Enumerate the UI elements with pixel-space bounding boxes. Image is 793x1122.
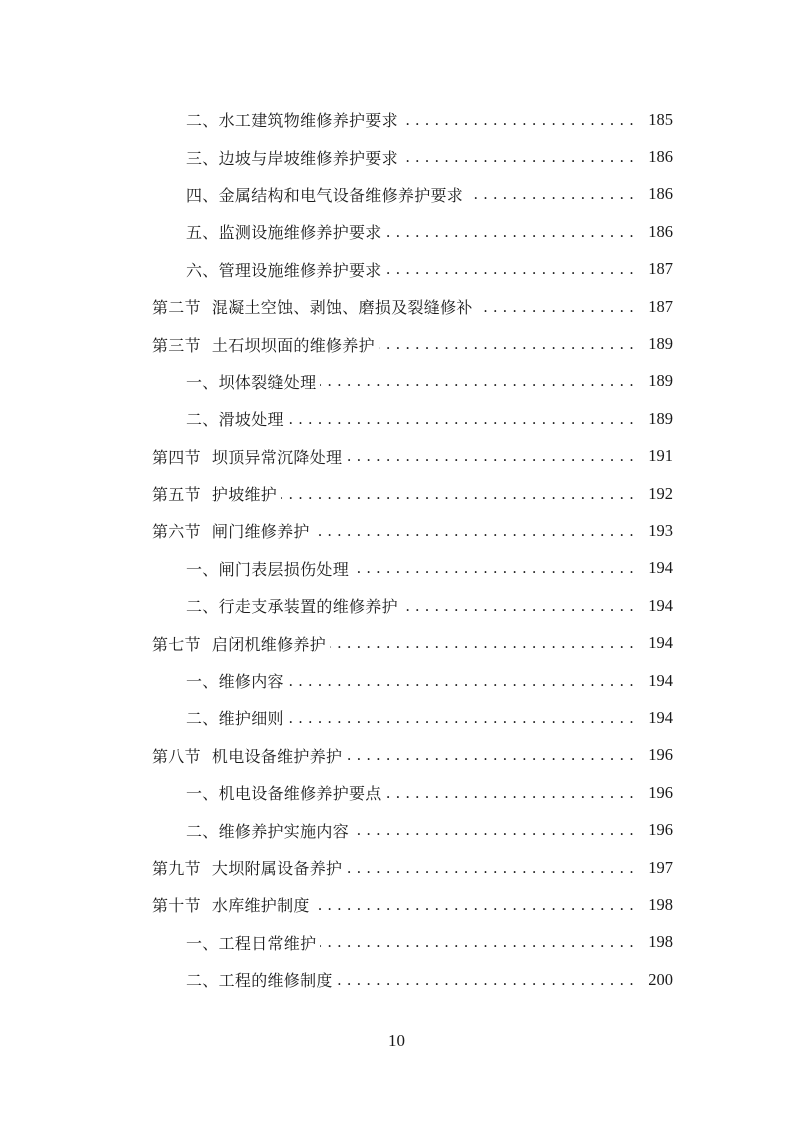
toc-subsection-entry[interactable] — [0, 811, 793, 848]
toc-dot-leader — [386, 259, 634, 279]
toc-entry-title — [152, 744, 346, 767]
toc-entry-text: 混凝土空蚀、剥蚀、磨损及裂缝修补 — [211, 298, 473, 318]
toc-entry-title — [152, 295, 477, 318]
toc-page-number: 191 — [648, 446, 673, 466]
toc-entry-text: 大坝附属设备养护 — [211, 859, 343, 878]
toc-entry-text: 二、行走支承装置的维修养护 — [186, 597, 398, 617]
toc-entry-title — [186, 370, 320, 393]
toc-subsection-entry[interactable] — [0, 924, 793, 961]
toc-page-number: 196 — [648, 745, 673, 765]
toc-entry-title — [152, 893, 314, 916]
toc-subsection-entry[interactable] — [0, 213, 793, 250]
toc-section-number: 第十节 — [152, 896, 201, 916]
toc-dot-leader — [314, 895, 634, 915]
toc-entry-title — [186, 968, 337, 991]
toc-entry-title — [186, 183, 467, 206]
toc-entry-text: 一、坝体裂缝处理 — [186, 372, 317, 392]
toc-section-number: 第七节 — [152, 634, 201, 654]
toc-page-number: 198 — [648, 932, 673, 952]
toc-dot-leader — [314, 521, 634, 541]
toc-entry-text: 闸门维修养护 — [211, 522, 310, 542]
toc-section-entry[interactable] — [0, 886, 793, 923]
toc-page-number: 187 — [648, 296, 673, 316]
toc-section-number: 第二节 — [152, 298, 201, 318]
toc-entry-title — [152, 445, 346, 468]
toc-page-number: 194 — [648, 633, 673, 653]
toc-entry-text: 二、水工建筑物维修养护要求 — [186, 111, 398, 131]
toc-entry-text: 水库维护制度 — [211, 896, 310, 916]
toc-page-number: 194 — [648, 707, 673, 727]
toc-page-number: 189 — [648, 371, 673, 391]
toc-subsection-entry[interactable] — [0, 251, 793, 288]
toc-page-number: 193 — [648, 520, 673, 540]
toc-page-number: 194 — [648, 558, 673, 578]
toc-entry-text: 二、维修养护实施内容 — [186, 821, 350, 841]
toc-subsection-entry[interactable] — [0, 550, 793, 587]
toc-section-entry[interactable] — [0, 438, 793, 475]
toc-entry-text: 五、监测设施维修养护要求 — [186, 223, 382, 243]
toc-section-entry[interactable] — [0, 849, 793, 886]
toc-entry-title — [186, 669, 288, 692]
toc-dot-leader — [353, 820, 634, 840]
toc-section-number: 第四节 — [152, 447, 201, 467]
toc-subsection-entry[interactable] — [0, 587, 793, 624]
toc-entry-title — [186, 108, 402, 131]
toc-section-entry[interactable] — [0, 512, 793, 549]
toc-entry-title — [186, 557, 353, 580]
toc-page-number: 200 — [648, 969, 673, 989]
toc-dot-leader — [337, 970, 634, 990]
toc-section-entry[interactable] — [0, 737, 793, 774]
toc-dot-leader — [346, 745, 634, 765]
toc-dot-leader — [288, 708, 634, 728]
toc-entry-text: 二、工程的维修制度 — [186, 971, 333, 991]
toc-dot-leader — [467, 184, 634, 204]
toc-section-number: 第八节 — [152, 746, 201, 766]
toc-entry-text: 土石坝坝面的维修养护 — [211, 335, 375, 355]
toc-dot-leader — [386, 222, 634, 242]
toc-page-number: 194 — [648, 670, 673, 690]
toc-entry-title — [186, 258, 386, 281]
toc-page-number: 192 — [648, 483, 673, 503]
toc-dot-leader — [288, 409, 634, 429]
toc-dot-leader — [402, 147, 634, 167]
toc-entry-title — [186, 781, 386, 804]
toc-entry-title — [186, 146, 402, 169]
toc-entry-text: 一、闸门表层损伤处理 — [186, 559, 350, 579]
toc-entry-text: 机电设备维护养护 — [211, 746, 343, 766]
toc-page-number: 186 — [648, 147, 673, 167]
toc-section-entry[interactable] — [0, 288, 793, 325]
toc-dot-leader — [346, 446, 634, 466]
toc-page-number: 185 — [648, 109, 673, 129]
toc-section-entry[interactable] — [0, 325, 793, 362]
toc-entry-text: 二、滑坡处理 — [186, 410, 284, 430]
toc-entry-text: 一、工程日常维护 — [186, 933, 317, 953]
toc-subsection-entry[interactable] — [0, 699, 793, 736]
toc-subsection-entry[interactable] — [0, 961, 793, 998]
toc-section-number: 第五节 — [152, 485, 201, 505]
toc-subsection-entry[interactable] — [0, 101, 793, 138]
toc-entry-title — [152, 519, 314, 542]
toc-section-number: 第九节 — [152, 859, 201, 878]
toc-page-number: 196 — [648, 782, 673, 802]
toc-page-number: 186 — [648, 221, 673, 241]
toc-dot-leader — [330, 633, 634, 653]
toc-page-number: 189 — [648, 334, 673, 354]
toc-section-number: 第三节 — [152, 335, 201, 355]
toc-subsection-entry[interactable] — [0, 176, 793, 213]
toc-dot-leader — [379, 334, 634, 354]
toc-entry-title — [152, 333, 379, 356]
toc-page-number: 189 — [648, 408, 673, 428]
toc-entry-text: 一、维修内容 — [186, 672, 284, 692]
toc-entry-title — [152, 856, 346, 879]
toc-subsection-entry[interactable] — [0, 400, 793, 437]
toc-entry-title — [186, 706, 288, 729]
toc-dot-leader — [320, 932, 634, 952]
toc-entry-title — [186, 220, 386, 243]
page-number: 10 — [388, 1031, 405, 1050]
toc-section-number: 第六节 — [152, 522, 201, 542]
toc-entry-text: 四、金属结构和电气设备维修养护要求 — [186, 185, 464, 205]
toc-dot-leader — [281, 484, 634, 504]
toc-page-number: 194 — [648, 595, 673, 615]
toc-entry-title — [152, 482, 281, 505]
toc-dot-leader — [402, 110, 634, 130]
toc-page-number: 198 — [648, 894, 673, 914]
toc-page-number: 196 — [648, 820, 673, 840]
toc-dot-leader — [346, 858, 634, 878]
toc-subsection-entry[interactable] — [0, 363, 793, 400]
toc-entry-text: 护坡维护 — [211, 485, 278, 505]
toc-subsection-entry[interactable] — [0, 138, 793, 175]
toc-page-number: 197 — [648, 857, 673, 877]
toc-dot-leader — [477, 297, 634, 317]
toc-entry-title — [152, 632, 330, 655]
toc-dot-leader — [320, 371, 634, 391]
toc-dot-leader — [386, 783, 634, 803]
toc-section-entry[interactable] — [0, 624, 793, 661]
toc-subsection-entry[interactable] — [0, 774, 793, 811]
toc-dot-leader — [288, 671, 634, 691]
toc-entry-text: 启闭机维修养护 — [211, 634, 327, 654]
toc-entry-text: 六、管理设施维修养护要求 — [186, 260, 382, 280]
toc-subsection-entry[interactable] — [0, 662, 793, 699]
toc-entry-title — [186, 407, 288, 430]
toc-entry-title — [186, 819, 353, 842]
toc-entry-text: 一、机电设备维修养护要点 — [186, 784, 382, 804]
toc-entry-text: 坝顶异常沉降处理 — [211, 447, 343, 467]
table-of-contents — [0, 101, 793, 998]
toc-page-number: 186 — [648, 184, 673, 204]
toc-entry-title — [186, 594, 402, 617]
toc-entry-text: 二、维护细则 — [186, 709, 284, 729]
toc-entry-title — [186, 931, 320, 954]
toc-dot-leader — [402, 596, 634, 616]
toc-section-entry[interactable] — [0, 475, 793, 512]
toc-entry-text: 三、边坡与岸坡维修养护要求 — [186, 148, 398, 168]
toc-page-number: 187 — [648, 259, 673, 279]
toc-dot-leader — [353, 558, 634, 578]
